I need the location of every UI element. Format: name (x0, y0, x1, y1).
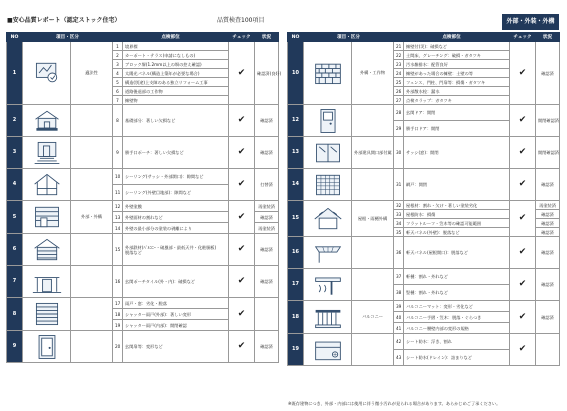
group-category: 屋根・雨樋外構 (352, 201, 394, 237)
entrance-porch-icon (23, 266, 71, 298)
item-text (404, 301, 510, 312)
item-number: 18 (113, 309, 123, 320)
item-label: 外部散水栓：漏水 (406, 88, 440, 94)
item-label: 勝手口ポーチ：著しい欠損など (125, 150, 184, 155)
item-text (123, 78, 229, 87)
group-category (352, 269, 394, 301)
col-no: NO (7, 33, 23, 42)
item-text (404, 121, 510, 137)
item-number: 16 (113, 266, 123, 298)
check-mark: ✔ (510, 201, 536, 237)
siding-wall-icon (23, 201, 71, 234)
item-label: サッシ(窓)：開閉 (406, 150, 439, 155)
left-inspection-table (6, 32, 282, 363)
group-no: 13 (288, 137, 304, 169)
item-label: シーリング(外壁目地部)：隙間など (125, 190, 192, 195)
group-category (352, 237, 394, 269)
status-text: 確認済 (536, 219, 560, 228)
item-number: 39 (394, 301, 404, 312)
group-no: 1 (7, 42, 23, 105)
group-no: 12 (288, 105, 304, 137)
item-text (404, 312, 510, 323)
check-mark: ✔ (229, 201, 255, 234)
item-number: 15 (113, 234, 123, 266)
check-mark: ✔ (510, 137, 536, 169)
item-label: 太陽光パネル(構造上築年が必要な場合) (125, 70, 200, 76)
item-text (123, 266, 229, 298)
item-number: 8 (113, 105, 123, 137)
item-number: 23 (394, 60, 404, 69)
group-category: 適法性 (71, 42, 113, 105)
item-text (123, 331, 229, 363)
group-no: 19 (288, 334, 304, 366)
item-text (123, 87, 229, 96)
item-label: 外壁の最小部分の塗装の剥離により (125, 225, 193, 231)
item-label: 外壁面材の割れなど (125, 214, 163, 220)
check-mark: ✔ (510, 269, 536, 301)
item-label: 玄関ドア：開閉 (406, 110, 436, 115)
check-mark: ✔ (229, 298, 255, 331)
item-label: シート防水(ドレイン)：詰まりなど (406, 355, 472, 360)
item-label: 土間床、グレーチング：破損・ガタツキ (406, 52, 481, 58)
col-category: 項目・区分 (23, 33, 113, 42)
item-number: 14 (113, 223, 123, 234)
status-text: 再塗装済 (536, 201, 560, 210)
item-number: 22 (394, 51, 404, 60)
item-text (404, 285, 510, 301)
item-number: 9 (113, 137, 123, 169)
col-no: NO (288, 33, 304, 42)
item-text (123, 42, 229, 51)
item-text (404, 105, 510, 121)
rain-gutter-icon (304, 269, 352, 301)
status-text: 確認済 (536, 269, 560, 301)
group-category (71, 169, 113, 201)
house-frame-icon (23, 169, 71, 201)
item-text (123, 137, 229, 169)
eaves-panel-icon (304, 237, 352, 269)
item-text (123, 234, 229, 266)
item-text (404, 228, 510, 237)
shutter-icon (23, 298, 71, 331)
item-number: 41 (394, 323, 404, 334)
item-label: 軒天パネル(外壁)：脱落など (406, 229, 460, 235)
group-no: 2 (7, 105, 23, 137)
item-text (404, 78, 510, 87)
status-text: 再塗装済 (255, 201, 279, 212)
section-badge: 外部・外装・外構 (502, 14, 559, 30)
item-text (123, 60, 229, 69)
check-mark: ✔ (510, 105, 536, 137)
group-no: 18 (288, 301, 304, 334)
item-number: 13 (113, 212, 123, 223)
status-text (255, 298, 279, 331)
window-sash-icon (304, 137, 352, 169)
house-siding-icon (23, 234, 71, 266)
group-no: 15 (288, 201, 304, 237)
item-label: シーリング(サッシ・外部開口)：隙間など (125, 174, 204, 179)
group-category (352, 169, 394, 201)
item-label: 擁壁物 (125, 97, 138, 103)
item-label: 擁壁があった場合の擁壁：土壁の等 (406, 70, 473, 76)
item-text (123, 185, 229, 201)
item-text (404, 60, 510, 69)
item-number: 19 (113, 320, 123, 331)
footer-note: ※既存建物につき、外部・内部には使用に伴う微小汚れが見られる場合があります。あらかじめご了承ください。 (288, 401, 501, 406)
item-label: 竪樋：割れ・外れなど (406, 290, 448, 295)
group-category (71, 298, 113, 331)
col-check: チェック (229, 33, 255, 42)
item-number: 24 (394, 69, 404, 78)
item-label: 構造(別途)上支障のある独立リフォーム工事 (125, 79, 208, 85)
item-label: シート防水：浮き、割れ (406, 339, 452, 344)
status-text: 確認済 (536, 42, 560, 105)
item-label: 道路後退部の工作物 (125, 88, 163, 94)
item-text (123, 298, 229, 309)
item-number: 35 (394, 228, 404, 237)
group-no: 14 (288, 169, 304, 201)
group-no: 6 (7, 234, 23, 266)
status-text: 確認済 (536, 169, 560, 201)
item-number: 17 (113, 298, 123, 309)
item-number: 43 (394, 350, 404, 366)
item-number: 21 (394, 42, 404, 51)
status-text: 確認済 (255, 105, 279, 137)
item-text (404, 334, 510, 350)
front-door-icon (23, 331, 71, 363)
status-text: 確認済(良好) (255, 42, 279, 105)
group-category: 外部・外構 (71, 201, 113, 234)
balcony-drain-icon (304, 334, 352, 366)
group-no: 16 (288, 237, 304, 269)
item-label: 基礎部分：著しい欠損など (125, 118, 176, 123)
check-mark: ✔ (510, 334, 536, 366)
item-text (404, 51, 510, 60)
item-text (404, 69, 510, 78)
item-number: 38 (394, 285, 404, 301)
item-label-line2: 脱落など (125, 249, 142, 255)
item-number: 1 (113, 42, 123, 51)
status-text: 確認済 (255, 331, 279, 363)
group-no: 4 (7, 169, 23, 201)
roof-house-icon (304, 201, 352, 237)
group-category: 外構・工作物 (352, 42, 394, 105)
item-text (123, 169, 229, 185)
item-number: 2 (113, 51, 123, 60)
col-status: 状況 (536, 33, 560, 42)
item-number: 25 (394, 78, 404, 87)
item-label: シャッター雨戸(外部)：著しい変形 (125, 311, 192, 317)
item-label: ブロック塀(1.2mm以上の塀の控え確認) (125, 61, 202, 67)
item-label: フラットルーフ・笠木等の確認可能範囲 (406, 220, 482, 226)
item-label: 玄関ポーチタイル(外・内)：破損など (125, 279, 195, 284)
item-text (123, 51, 229, 60)
col-category: 項目・区分 (304, 33, 394, 42)
item-number: 10 (113, 169, 123, 185)
item-label: 外壁塗膜 (125, 203, 142, 209)
col-check: チェック (510, 33, 536, 42)
screen-window-icon (304, 169, 352, 201)
item-label: 点検タラップ：ガタツキ (406, 97, 452, 103)
item-number: 29 (394, 121, 404, 137)
status-text: 開閉確認済 (536, 137, 560, 169)
item-label: 外部鉄材(ﾊﾞﾙｺﾆｰ・破風部・最低天井・化粧胴板) (125, 244, 217, 250)
item-label: 雨戸・窓：劣化・脱落 (125, 300, 167, 306)
item-label: 境界標 (125, 43, 138, 49)
item-label: 軒樋：割れ・外れなど (406, 274, 448, 279)
item-label: フェンス、門柱、門扉等：損傷・ガタツキ (406, 79, 486, 85)
item-label: 網戸：開閉 (406, 182, 427, 187)
group-category (71, 137, 113, 169)
item-number: 33 (394, 210, 404, 219)
group-category (71, 331, 113, 363)
porch-stairs-icon (23, 137, 71, 169)
group-category (71, 266, 113, 298)
group-no: 5 (7, 201, 23, 234)
item-label: 勝手口ドア：開閉 (406, 126, 440, 131)
item-label: バルコニー手摺・笠木：脱落・ぐらつき (406, 314, 482, 320)
col-item: 点検部位 (394, 33, 510, 42)
status-text: 再塗装済 (255, 223, 279, 234)
group-no: 9 (7, 331, 23, 363)
item-number: 12 (113, 201, 123, 212)
check-mark: ✔ (229, 331, 255, 363)
item-text (404, 137, 510, 169)
item-label: シャッター雨戸(内部)：開閉確認 (125, 322, 187, 328)
status-text: 確認済 (255, 137, 279, 169)
item-number: 6 (113, 87, 123, 96)
group-no: 8 (7, 298, 23, 331)
item-number: 4 (113, 69, 123, 78)
check-mark: ✔ (510, 169, 536, 201)
check-mark: ✔ (229, 234, 255, 266)
status-text: 打替済 (255, 169, 279, 201)
group-category (352, 105, 394, 137)
item-number: 30 (394, 137, 404, 169)
check-mark: ✔ (229, 42, 255, 105)
check-mark: ✔ (229, 169, 255, 201)
status-text: 確認済 (536, 301, 560, 334)
item-text (404, 269, 510, 285)
item-number: 36 (394, 237, 404, 269)
item-text (123, 309, 229, 320)
item-label: バルコニーマット：変形・劣化など (406, 303, 473, 309)
group-category (352, 334, 394, 366)
item-number: 5 (113, 78, 123, 87)
status-text: 確認済 (536, 228, 560, 237)
item-number: 20 (113, 331, 123, 363)
group-category: バルコニー (352, 301, 394, 334)
item-label: カーポート・テラス(申請になしもの) (125, 52, 196, 58)
right-inspection-table (287, 32, 560, 366)
item-number: 31 (394, 169, 404, 201)
item-text (404, 350, 510, 366)
status-text: 確認済 (255, 266, 279, 298)
check-mark: ✔ (229, 266, 255, 298)
group-category (71, 234, 113, 266)
col-status: 状況 (255, 33, 279, 42)
certificate-icon (23, 42, 71, 105)
item-text (404, 237, 510, 269)
status-text: 開閉確認済 (536, 105, 560, 137)
balcony-railing-icon (304, 301, 352, 334)
status-text: 確認済 (255, 234, 279, 266)
item-label: バルコニー腰壁内部の変形の規格 (406, 325, 469, 331)
item-text (404, 169, 510, 201)
status-text: 確認済 (536, 210, 560, 219)
status-text: 確認済 (255, 212, 279, 223)
group-category (71, 105, 113, 137)
item-text (123, 320, 229, 331)
house-foundation-icon (23, 105, 71, 137)
check-mark: ✔ (229, 105, 255, 137)
item-text (404, 210, 510, 219)
item-text (404, 87, 510, 96)
item-text (404, 323, 510, 334)
item-number: 28 (394, 105, 404, 121)
group-category: 外部建具開口部付属 (352, 137, 394, 169)
group-no: 7 (7, 266, 23, 298)
item-text (123, 223, 229, 234)
item-label: 屋根防水：損傷 (406, 211, 436, 217)
item-label: 汚水雑排水：配管良好 (406, 61, 448, 67)
check-mark: ✔ (510, 301, 536, 334)
item-label: 屋根材：割れ・欠け・著しい塗装劣化 (406, 202, 478, 208)
col-item: 点検部位 (113, 33, 229, 42)
item-text (123, 105, 229, 137)
check-mark: ✔ (510, 237, 536, 269)
check-mark: ✔ (229, 137, 255, 169)
item-text (404, 201, 510, 210)
group-no: 10 (288, 42, 304, 105)
inspection-count-label: 品質検査100項目 (217, 17, 265, 24)
page-title: ■安心品質レポート（認定ストック住宅） (7, 17, 121, 24)
item-number: 42 (394, 334, 404, 350)
item-text (404, 96, 510, 105)
group-no: 3 (7, 137, 23, 169)
status-text (536, 334, 560, 366)
item-number: 40 (394, 312, 404, 323)
item-number: 32 (394, 201, 404, 210)
block-wall-icon (304, 42, 352, 105)
item-number: 26 (394, 87, 404, 96)
item-text (123, 212, 229, 223)
item-number: 3 (113, 60, 123, 69)
check-mark: ✔ (510, 42, 536, 105)
group-no: 17 (288, 269, 304, 301)
item-text (123, 96, 229, 105)
item-number: 37 (394, 269, 404, 285)
item-number: 27 (394, 96, 404, 105)
item-label: 擁壁付(災)：破損など (406, 43, 447, 49)
door-icon (304, 105, 352, 137)
item-text (404, 219, 510, 228)
item-label: 軒天パネル(屋根開口)：脱落など (406, 250, 468, 255)
item-text (123, 69, 229, 78)
item-text (123, 201, 229, 212)
item-label: 玄関扉等：変形など (125, 344, 163, 349)
status-text: 確認済 (536, 237, 560, 269)
item-number: 34 (394, 219, 404, 228)
item-number: 7 (113, 96, 123, 105)
item-number: 11 (113, 185, 123, 201)
item-text (404, 42, 510, 51)
